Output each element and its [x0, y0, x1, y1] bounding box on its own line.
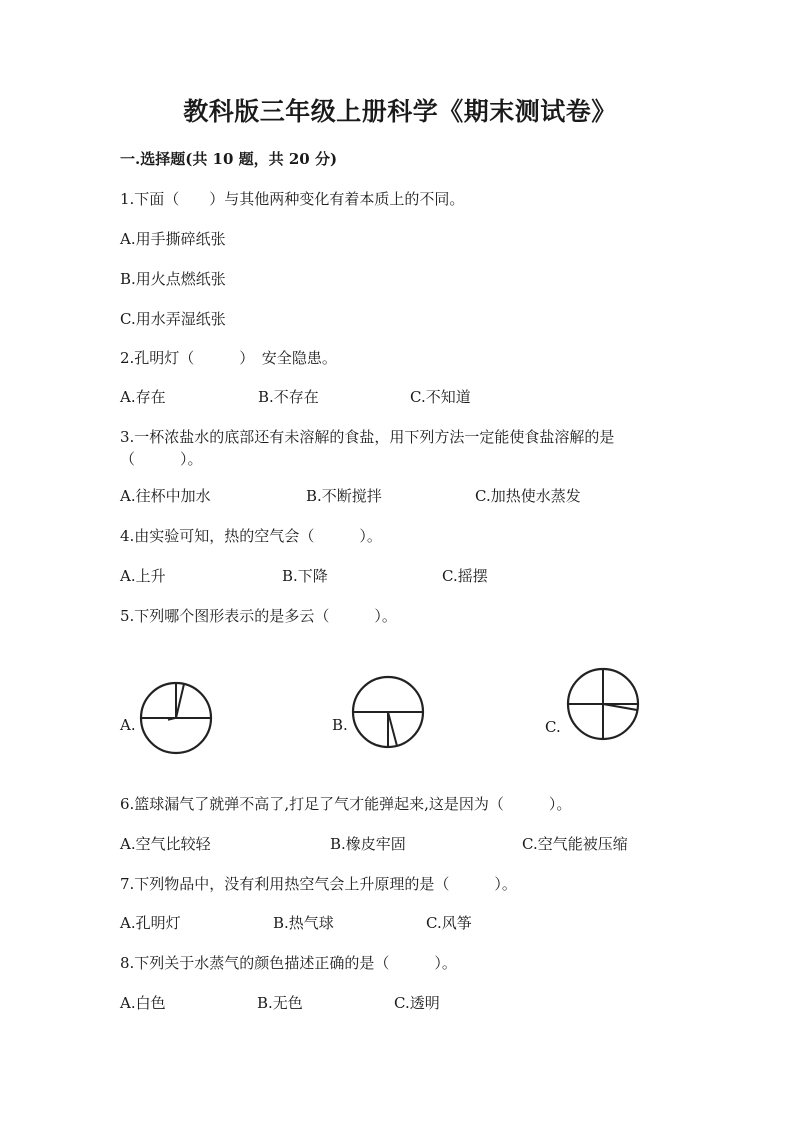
question-3-option-b[interactable]: B.不断搅拌 [306, 487, 382, 505]
question-1-option-b[interactable]: B.用火点燃纸张 [120, 270, 226, 288]
cloud-symbol-b-icon [350, 674, 426, 750]
question-6-option-a[interactable]: A.空气比较轻 [120, 835, 211, 853]
cloud-symbol-c-icon [565, 666, 641, 742]
question-5-option-b-label: B. [332, 716, 348, 734]
question-8-options [120, 992, 680, 1014]
question-8-stem: 8.下列关于水蒸气的颜色描述正确的是（ ）。 [120, 954, 457, 972]
question-2-stem: 2.孔明灯（ ） 安全隐患。 [120, 349, 337, 367]
question-7-options [120, 912, 680, 934]
question-7-stem: 7.下列物品中，没有利用热空气会上升原理的是（ ）。 [120, 875, 517, 893]
question-5-option-c-label: C. [545, 718, 561, 736]
question-6-option-c[interactable]: C.空气能被压缩 [522, 835, 628, 853]
question-6-options [120, 833, 680, 855]
question-8-option-a[interactable]: A.白色 [120, 994, 166, 1012]
question-1-option-c[interactable]: C.用水弄湿纸张 [120, 310, 226, 328]
question-3-option-c[interactable]: C.加热使水蒸发 [475, 487, 581, 505]
question-4-option-a[interactable]: A.上升 [120, 567, 166, 585]
question-5-option-b[interactable] [332, 674, 427, 754]
question-2-option-a[interactable]: A.存在 [120, 388, 166, 406]
question-3-option-a[interactable]: A.往杯中加水 [120, 487, 211, 505]
question-5-option-a[interactable] [120, 680, 215, 760]
question-8-option-b[interactable]: B.无色 [257, 994, 303, 1012]
question-5-stem: 5.下列哪个图形表示的是多云（ ）。 [120, 607, 397, 625]
section-heading: 一.选择题(共 10 题，共 20 分) [120, 150, 338, 168]
question-1-option-a[interactable]: A.用手撕碎纸张 [120, 230, 226, 248]
question-2-option-c[interactable]: C.不知道 [410, 388, 471, 406]
question-6-stem: 6.篮球漏气了就弹不高了,打足了气才能弹起来,这是因为（ ）。 [120, 795, 572, 813]
question-7-option-a[interactable]: A.孔明灯 [120, 914, 181, 932]
question-3-stem: 3.一杯浓盐水的底部还有未溶解的食盐，用下列方法一定能使食盐溶解的是（ ）。 [120, 428, 615, 468]
question-4-options [120, 565, 680, 587]
question-5-option-a-label: A. [120, 716, 136, 734]
question-3-options [120, 485, 680, 507]
question-7-option-c[interactable]: C.风筝 [426, 914, 472, 932]
question-1-stem: 1.下面（ ）与其他两种变化有着本质上的不同。 [120, 190, 465, 208]
cloud-symbol-a-icon [138, 680, 214, 756]
question-2-option-b[interactable]: B.不存在 [258, 388, 319, 406]
question-6-option-b[interactable]: B.橡皮牢固 [330, 835, 406, 853]
question-4-option-b[interactable]: B.下降 [282, 567, 328, 585]
question-4-stem: 4.由实验可知，热的空气会（ ）。 [120, 527, 382, 545]
question-4-option-c[interactable]: C.摇摆 [442, 567, 488, 585]
page-title: 教科版三年级上册科学《期末测试卷》 [183, 97, 617, 126]
question-7-option-b[interactable]: B.热气球 [273, 914, 334, 932]
question-2-options [120, 386, 680, 408]
question-5-option-c[interactable] [545, 666, 640, 746]
question-8-option-c[interactable]: C.透明 [394, 994, 440, 1012]
